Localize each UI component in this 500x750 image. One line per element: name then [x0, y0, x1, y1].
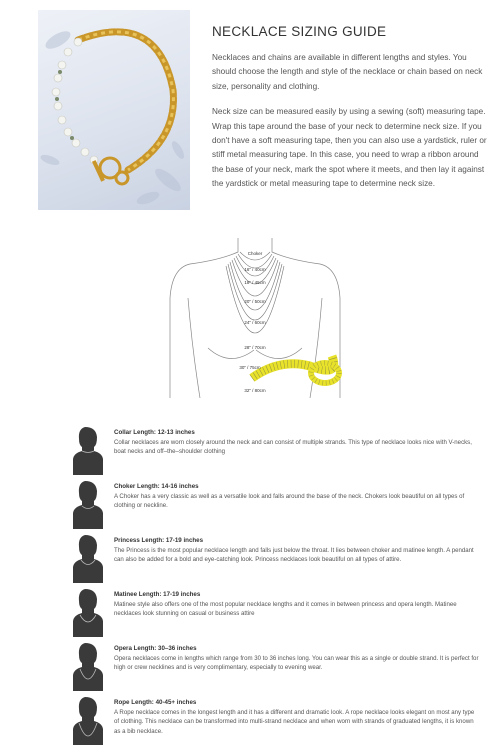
- woman-silhouette-icon: [70, 641, 106, 691]
- length-description: A Choker has a very classic as well as a versatile look and falls around the base of the neck. Chokers look beautiful on all types of clothing or neckline.: [114, 493, 465, 510]
- woman-silhouette-icon: [70, 695, 106, 745]
- length-title: Collar Length: 12-13 inches: [114, 429, 195, 436]
- list-item-opera: [70, 641, 480, 695]
- length-title: Princess Length: 17-19 inches: [114, 537, 204, 544]
- diagram-label-32in: 32" / 80cm: [244, 388, 266, 393]
- woman-silhouette-icon: [70, 425, 106, 475]
- length-description: A Rope necklace comes in the longest length and it has a different and dramatic look. A rope necklace looks elegant on most any type of clothing. This necklace can be transformed into multi-strand necklace and when worn with strands of graduated lengths, it is known as a bib necklace.: [114, 709, 475, 735]
- necklace-lengths-list: [70, 425, 480, 749]
- necklace-length-diagram: [160, 238, 350, 398]
- list-item-princess: [70, 533, 480, 587]
- length-description: Matinee style also offers one of the most popular necklace lengths and it comes in between princess and opera length. Matinee necklaces look stunning on casual or business attire: [114, 601, 457, 618]
- diagram-label-18in: 18" / 45cm: [244, 280, 266, 285]
- page-title: NECKLACE SIZING GUIDE: [212, 24, 387, 39]
- woman-silhouette-icon: [70, 533, 106, 583]
- diagram-label-24in: 24" / 60cm: [244, 320, 266, 325]
- list-item-choker: [70, 479, 480, 533]
- length-description: The Princess is the most popular necklace length and falls just below the throat. It lies between choker and matinee length. A pendant can also be added for a bold and eye-catching look. Princess necklaces look beautiful on all types of attire.: [114, 547, 474, 564]
- length-title: Opera Length: 30–36 inches: [114, 645, 197, 652]
- woman-silhouette-icon: [70, 587, 106, 637]
- intro-section: [212, 24, 487, 203]
- list-item-collar: [70, 425, 480, 479]
- diagram-label-16in: 16" / 40cm: [244, 267, 266, 272]
- length-description: Collar necklaces are worn closely around the neck and can consist of multiple strands. This type of necklace looks nice with V-necks, boat necks and off–the–shoulder clothing: [114, 439, 472, 456]
- necklace-photo: [38, 10, 190, 210]
- diagram-label-28in: 28" / 70cm: [244, 345, 266, 350]
- length-description: Opera necklaces come in lengths which range from 30 to 36 inches long. You can wear this as a single or double strand. It is perfect for high or crew necklines and is very complimentary, especially to evening wear.: [114, 655, 479, 672]
- list-item-matinee: [70, 587, 480, 641]
- list-item-rope: [70, 695, 480, 749]
- intro-paragraph-2: Neck size can be measured easily by using a sewing (soft) measuring tape. Wrap this tape around the base of your neck to determine neck size. If you don't have a soft measuring tape, then you can also use a yardstick, ruler or stiff metal measuring tape. In this case, you need to wrap a ribbon around the base of your neck, mark the spot where it meets, and then lay it against the yardstick or metal measuring tape to determine neck size.: [212, 107, 487, 189]
- length-title: Rope Length: 40-45+ inches: [114, 699, 197, 706]
- intro-paragraph-1: Necklaces and chains are available in different lengths and styles. You should choose the length and style of the necklace or chain based on neck size, personality and clothing.: [212, 53, 483, 91]
- length-title: Choker Length: 14-16 inches: [114, 483, 199, 490]
- length-title: Matinee Length: 17-19 inches: [114, 591, 201, 598]
- woman-silhouette-icon: [70, 479, 106, 529]
- diagram-label-choker: Choker: [247, 251, 263, 256]
- diagram-label-30in: 30" / 75cm: [239, 365, 261, 370]
- diagram-label-20in: 20" / 50cm: [244, 299, 266, 304]
